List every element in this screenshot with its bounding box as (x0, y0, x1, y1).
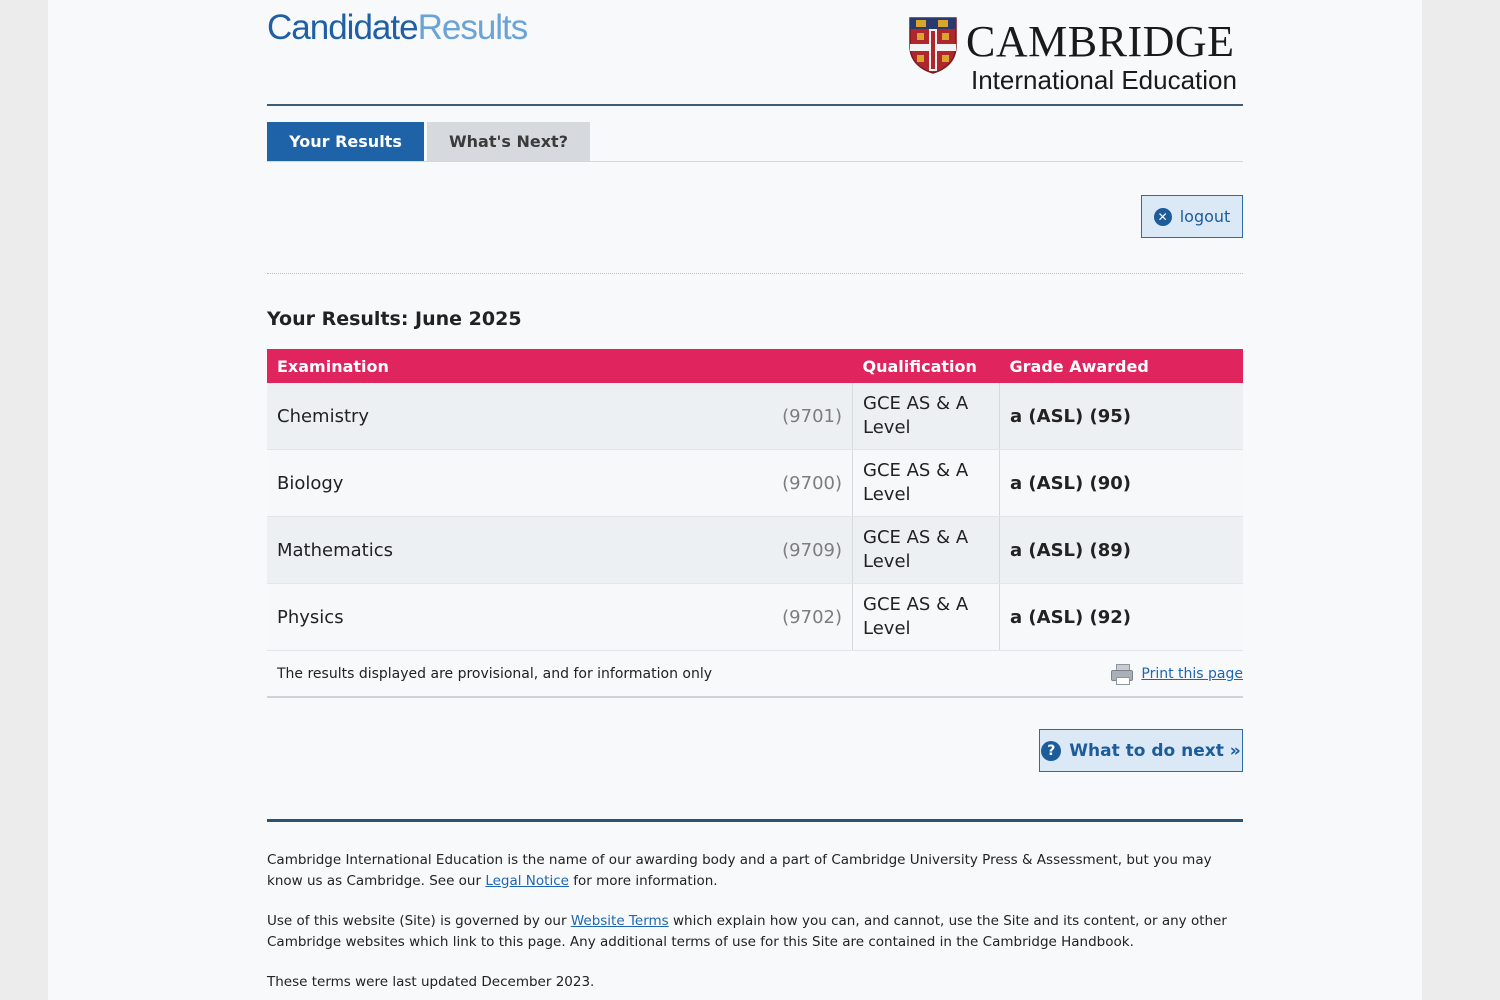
provisional-note: The results displayed are provisional, and for information only (277, 666, 713, 682)
results-footer-row (267, 654, 1243, 698)
footer-text: Cambridge International Education is the name of our awarding body and a part of Cambridge University Press & Assessment, but you may know us as Cambridge. See our (267, 852, 1212, 889)
section-divider (267, 273, 1243, 274)
subject-name: Mathematics (277, 539, 393, 561)
brand-part-1: Candidate (267, 8, 418, 47)
table-row (267, 584, 1243, 651)
page (48, 0, 1422, 1000)
footer-text: which explain how you can, and cannot, use the Site and its content, or any other Cambridge websites which link to this page. Any additional terms of use for this Site are contained in the Cambridge Handbook. (267, 913, 1227, 950)
subject-name: Biology (277, 472, 344, 494)
logout-button[interactable] (1141, 195, 1243, 238)
exam-cell (267, 383, 853, 450)
what-to-do-next-label: What to do next » (1069, 740, 1241, 761)
question-circle-icon: ? (1041, 741, 1061, 761)
printer-icon[interactable] (1111, 664, 1133, 684)
subject-code: (9701) (782, 405, 842, 427)
qualification-cell: GCE AS & A Level (853, 584, 1000, 651)
legal-notice-link[interactable]: Legal Notice (485, 872, 569, 889)
subject-name: Physics (277, 606, 344, 628)
grade-cell: a (ASL) (92) (1000, 584, 1244, 651)
subject-code: (9709) (782, 539, 842, 561)
brand-part-2: Results (417, 8, 528, 47)
candidate-results-logo[interactable] (267, 8, 527, 48)
cambridge-shield-icon (908, 16, 958, 74)
qualification-cell: GCE AS & A Level (853, 450, 1000, 517)
table-row (267, 517, 1243, 584)
header-divider (267, 104, 1243, 106)
subject-name: Chemistry (277, 405, 370, 427)
print-page-control[interactable] (1111, 664, 1243, 684)
tab-your-results[interactable]: Your Results (267, 122, 424, 161)
subject-code: (9700) (782, 472, 842, 494)
website-terms-link[interactable]: Website Terms (570, 913, 669, 929)
footer-divider (267, 819, 1243, 822)
close-circle-icon: ✕ (1154, 208, 1172, 226)
footer-text: for more information. (568, 872, 718, 889)
logout-label: logout (1179, 207, 1231, 226)
exam-cell (267, 517, 853, 584)
qualification-cell: GCE AS & A Level (853, 383, 1000, 450)
logo-name: CAMBRIDGE (966, 17, 1235, 66)
footer-paragraph-terms (267, 911, 1243, 952)
footer-paragraph-legal (267, 850, 1243, 891)
table-row (267, 383, 1243, 450)
exam-cell (267, 584, 853, 651)
column-header-qualification: Qualification (853, 349, 1000, 383)
cambridge-logo (908, 14, 1243, 94)
exam-cell (267, 450, 853, 517)
table-row (267, 450, 1243, 517)
footer-text: Use of this website (Site) is governed by our (267, 913, 571, 929)
grade-cell: a (ASL) (89) (1000, 517, 1244, 584)
grade-cell: a (ASL) (90) (1000, 450, 1244, 517)
grade-cell: a (ASL) (95) (1000, 383, 1244, 450)
what-to-do-next-button[interactable] (1039, 729, 1243, 772)
tab-bar (267, 122, 1243, 162)
logo-subtitle: International Education (971, 65, 1237, 95)
print-page-link[interactable]: Print this page (1141, 666, 1243, 682)
column-header-examination: Examination (267, 349, 853, 383)
column-header-grade: Grade Awarded (1000, 349, 1244, 383)
table-header-row (267, 349, 1243, 383)
footer-updated-note: These terms were last updated December 2023. (267, 974, 595, 990)
results-table (267, 349, 1243, 651)
tab-whats-next[interactable]: What's Next? (427, 122, 590, 161)
results-heading: Your Results: June 2025 (267, 308, 522, 330)
qualification-cell: GCE AS & A Level (853, 517, 1000, 584)
subject-code: (9702) (782, 606, 842, 628)
